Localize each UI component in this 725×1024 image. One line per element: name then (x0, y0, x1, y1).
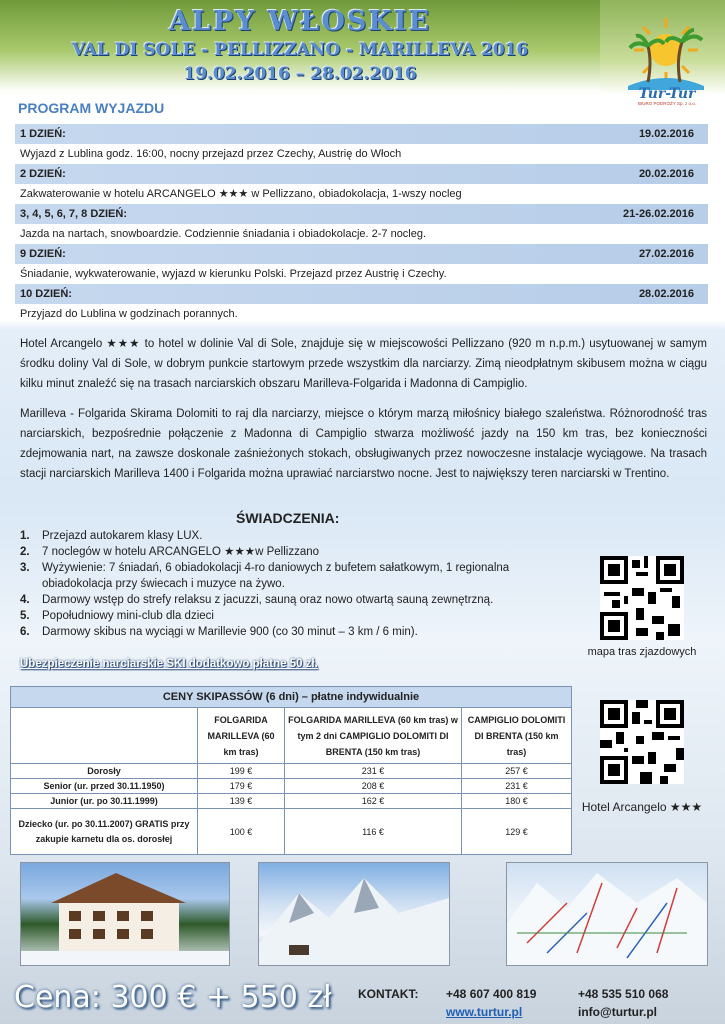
header (0, 0, 725, 92)
day-label: 9 DZIEŃ: (20, 248, 66, 260)
trip-dates: 19.02.2016 – 28.02.2016 (183, 64, 417, 84)
list-item: 1. Przejazd autokarem klasy LUX. (20, 530, 203, 542)
day-label: 10 DZIEŃ: (20, 288, 72, 300)
page-title: ALPY WŁOSKIE (168, 6, 432, 37)
day-description: Wyjazd z Lublina godz. 16:00, nocny przejazd przez Czechy, Austrię do Włoch (20, 148, 402, 160)
logo-name: Tur-Tur (638, 86, 696, 102)
hotel-description: Hotel Arcangelo ★★★ to hotel w dolinie Val di Sole, znajduje się w miejscowości Pellizzano (920 m n.p.m.) usytuowanej w samym środku doliny Val di Sole, w dobrym punkcie startowym przede wszystkim dla narciarzy. Zimą nieodpłatnym skibusem można w ciągu kilku minut znaleźć się na trasach narciarskich obszaru Marilleva-Folgarida i Madonna di Campiglio. (20, 338, 707, 390)
list-item: 2. 7 noclegów w hotelu ARCANGELO ★★★w Pellizzano (20, 546, 320, 558)
hotel-photo (20, 862, 230, 966)
trip-price: Cena: 300 € + 550 zł (14, 980, 332, 1015)
website-link[interactable]: www.turtur.pl (446, 1005, 523, 1019)
ski-area-description: Marilleva - Folgarida Skirama Dolomiti to raj dla narciarzy, miejsce o którym marzą miłośnicy białego szaleństwa. Różnorodność tras narciarskich, bezpośrednie połączenie z Madonna di Campiglio stwarza możliwość jazdy na 150 km tras, bez konieczności zdejmowania nart, na zawsze doskonale zaśnieżonych stokach, obsługiwanych przez nowoczesne instalacje wyciągowe. Na trasach stacji narciarskich Marilleva 1400 i Folgarida można uprawiać narciarstwo nocne. Jest to największy teren narciarski w Trentino. (20, 408, 707, 480)
day-description: Śniadanie, wykwaterowanie, wyjazd w kierunku Polski. Przejazd przez Austrię i Czechy. (20, 268, 447, 280)
day-header-row (15, 164, 708, 184)
day-description: Jazda na nartach, snowboardzie. Codziennie śniadania i obiadokolacje. 2-7 nocleg. (20, 228, 427, 240)
contact-label: KONTAKT: (358, 987, 419, 1001)
mountain-photo (258, 862, 450, 966)
contact-phone-1[interactable]: +48 607 400 819 (446, 987, 537, 1001)
column-header: FOLGARIDA MARILLEVA (60 km tras) (198, 708, 285, 764)
hotel-qr-caption: Hotel Arcangelo ★★★ (581, 800, 703, 814)
day-header-row (15, 204, 708, 224)
day-date: 21-26.02.2016 (623, 208, 694, 220)
photo-strip (0, 862, 725, 966)
table-row: Junior (ur. po 30.11.1999) 139 € 162 € 180 € (11, 794, 572, 809)
logo-subtitle: BIURO PODRÓŻY Sp. z o.o. (638, 101, 696, 106)
day-date: 19.02.2016 (638, 128, 694, 140)
day-header-row (15, 284, 708, 304)
day-date: 28.02.2016 (638, 288, 694, 300)
day-label: 3, 4, 5, 6, 7, 8 DZIEŃ: (20, 208, 127, 220)
day-date: 20.02.2016 (638, 168, 694, 180)
column-header: CAMPIGLIO DOLOMITI DI BRENTA (150 km tras) (462, 708, 572, 764)
page-subtitle: VAL DI SOLE - PELLIZZANO - MARILLEVA 2016 (71, 40, 529, 60)
day-date: 27.02.2016 (638, 248, 694, 260)
day-description: Zakwaterowanie w hotelu ARCANGELO ★★★ w Pellizzano, obiadokolacja, 1-wszy nocleg (20, 188, 462, 200)
day-label: 2 DZIEŃ: (20, 168, 66, 180)
column-header: FOLGARIDA MARILLEVA (60 km tras) w tym 2 dni CAMPIGLIO DOLOMITI DI BRENTA (150 km tras) (285, 708, 462, 764)
services-heading: ŚWIADCZENIA: (236, 510, 340, 526)
email-address[interactable]: info@turtur.pl (578, 1005, 658, 1019)
services-list (20, 528, 560, 640)
ski-map-icon (507, 863, 707, 965)
ski-map-photo (506, 862, 708, 966)
insurance-note: Ubezpieczenie narciarskie SKI dodatkowo płatne 50 zł. (20, 658, 318, 670)
skipass-price-table (10, 686, 572, 855)
map-qr-caption: mapa tras zjazdowych (587, 646, 697, 658)
map-qr-code-icon[interactable] (600, 556, 684, 640)
table-row: Dziecko (ur. po 30.11.2007) GRATIS przy zakupie karnetu dla os. dorosłej 100 € 116 € 129 € (11, 809, 572, 855)
column-header (11, 708, 198, 764)
hotel-building-icon (21, 863, 229, 965)
day-description: Przyjazd do Lublina w godzinach porannych. (20, 308, 238, 320)
table-caption: CENY SKIPASSÓW (6 dni) – płatne indywidualnie (11, 687, 572, 708)
table-row: Dorosły 199 € 231 € 257 € (11, 764, 572, 779)
list-item: 6. Darmowy skibus na wyciągi w Marillevie 900 (co 30 minut – 3 km / 6 min). (20, 626, 418, 638)
day-label: 1 DZIEŃ: (20, 128, 66, 140)
day-header-row (15, 124, 708, 144)
hotel-qr-code-icon[interactable] (600, 700, 684, 784)
list-item: 5. Popołudniowy mini-club dla dzieci (20, 610, 214, 622)
list-item: 4. Darmowy wstęp do strefy relaksu z jacuzzi, sauną oraz nowo otwartą sauną zewnętrzną. (20, 594, 494, 606)
table-row: Senior (ur. przed 30.11.1950) 179 € 208 € 231 € (11, 779, 572, 794)
list-item: 3. Wyżywienie: 7 śniadań, 6 obiadokolacji 4-ro daniowych z bufetem sałatkowym, 1 regionalna obiadokolacja przy świecach i muzyce na żywo. (20, 562, 510, 590)
table-header-row (11, 708, 572, 764)
program-heading: PROGRAM WYJAZDU (18, 100, 165, 116)
program-days (15, 124, 708, 324)
mountain-icon (259, 863, 449, 965)
day-header-row (15, 244, 708, 264)
contact-phone-2[interactable]: +48 535 510 068 (578, 987, 669, 1001)
